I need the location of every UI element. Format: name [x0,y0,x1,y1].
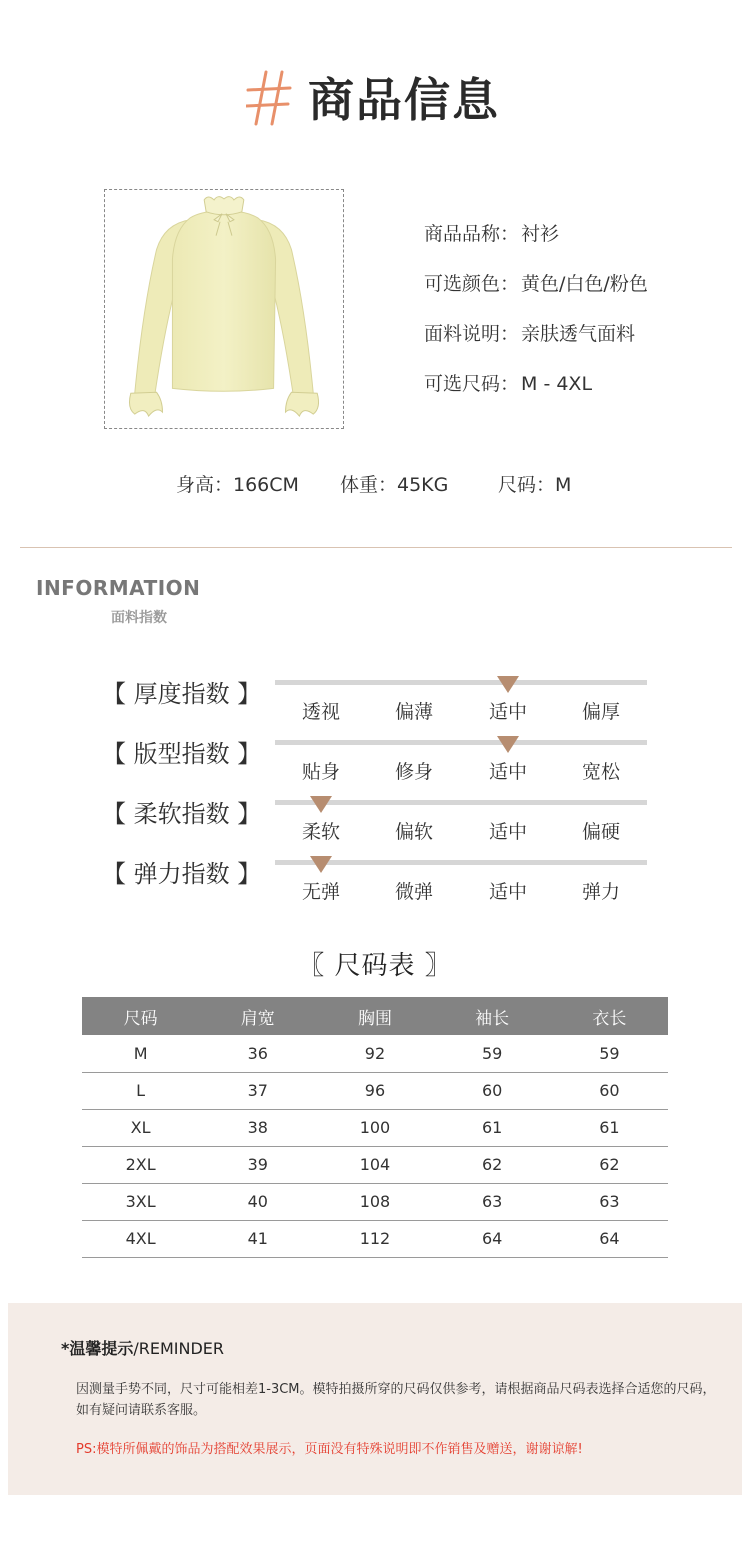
index-option: 适中 [488,881,527,903]
index-option: 修身 [394,761,433,783]
table-cell: 39 [199,1146,316,1183]
table-cell: 64 [551,1220,668,1257]
table-row [82,1220,668,1257]
page-title: 商品信息 [308,73,500,127]
table-cell: 62 [551,1146,668,1183]
index-option: 适中 [488,821,527,843]
info-key: 可选尺码： [424,373,520,395]
table-header-cell: 尺码 [82,997,199,1035]
table-cell: 61 [434,1109,551,1146]
info-color [424,270,744,320]
size-chart-title: 〖 尺码表 〗 [298,951,452,981]
table-cell: M [82,1035,199,1072]
table-cell: 92 [316,1035,433,1072]
table-cell: 60 [434,1072,551,1109]
index-option: 无弹 [301,881,340,903]
index-bar [275,680,647,685]
table-cell: 4XL [82,1220,199,1257]
table-cell: 112 [316,1220,433,1257]
table-row [82,1183,668,1220]
info-value: 衬衫 [521,223,560,245]
info-fabric [424,320,744,370]
size-chart-table [82,997,668,1258]
table-cell: 38 [199,1109,316,1146]
reminder-title [61,1336,224,1359]
info-name [424,220,744,270]
index-option: 偏薄 [394,701,433,723]
index-marker-icon [310,796,332,813]
index-label: 【 弹力指数 】 [102,860,262,888]
table-cell: 63 [434,1183,551,1220]
info-value: M - 4XL [521,373,593,395]
reminder-ps: PS:模特所佩戴的饰品为搭配效果展示，页面没有特殊说明即不作销售及赠送，谢谢谅解! [76,1442,583,1457]
table-cell: 104 [316,1146,433,1183]
index-marker-icon [497,676,519,693]
table-header-cell: 袖长 [434,997,551,1035]
hash-icon [246,68,292,128]
table-header-cell: 肩宽 [199,997,316,1035]
table-cell: 36 [199,1035,316,1072]
index-option: 柔软 [301,821,340,843]
section-divider [20,547,732,548]
table-cell: 2XL [82,1146,199,1183]
index-marker-icon [310,856,332,873]
table-cell: XL [82,1109,199,1146]
table-cell: 40 [199,1183,316,1220]
info-size [424,370,744,420]
index-bar [275,740,647,745]
table-row [82,1072,668,1109]
index-option: 偏厚 [581,701,620,723]
index-marker-icon [497,736,519,753]
index-option: 弹力 [581,881,620,903]
table-header-row [82,997,668,1035]
index-option: 适中 [488,761,527,783]
info-key: 面料说明： [424,323,520,345]
model-size: 尺码：M [498,474,572,496]
table-cell: 61 [551,1109,668,1146]
reminder-box [8,1303,742,1495]
reminder-title-en: /REMINDER [133,1339,225,1358]
index-label: 【 柔软指数 】 [102,800,262,828]
table-row [82,1109,668,1146]
table-cell: 41 [199,1220,316,1257]
index-row-fit [0,734,750,794]
product-info-list [424,220,744,420]
index-label: 【 版型指数 】 [102,740,262,768]
index-option: 偏软 [394,821,433,843]
table-cell: 100 [316,1109,433,1146]
table-row [82,1146,668,1183]
index-row-softness [0,794,750,854]
index-option: 贴身 [301,761,340,783]
table-cell: 59 [551,1035,668,1072]
info-value: 亲肤透气面料 [521,323,636,345]
blouse-illustration-icon [105,190,343,428]
table-cell: L [82,1072,199,1109]
index-option: 透视 [301,701,340,723]
info-key: 可选颜色： [424,273,520,295]
info-key: 商品品称： [424,223,520,245]
index-option: 微弹 [394,881,433,903]
table-row [82,1035,668,1072]
index-option: 适中 [488,701,527,723]
product-image [104,189,344,429]
index-option: 宽松 [581,761,620,783]
information-heading: INFORMATION [36,576,201,600]
page-header [0,60,750,130]
table-cell: 59 [434,1035,551,1072]
index-label: 【 厚度指数 】 [102,680,262,708]
table-cell: 3XL [82,1183,199,1220]
info-value: 黄色/白色/粉色 [521,273,648,295]
model-weight: 体重：45KG [340,474,449,496]
table-cell: 108 [316,1183,433,1220]
table-cell: 37 [199,1072,316,1109]
table-cell: 96 [316,1072,433,1109]
table-header-cell: 衣长 [551,997,668,1035]
table-cell: 63 [551,1183,668,1220]
index-row-thickness [0,674,750,734]
model-height: 身高：166CM [176,474,299,496]
reminder-title-bold: *温馨提示 [61,1339,134,1358]
reminder-body: 因测量手势不同，尺寸可能相差1-3CM。模特拍摄所穿的尺码仅供参考，请根据商品尺码表选择合适您的尺码，如有疑问请联系客服。 [76,1382,716,1418]
table-cell: 64 [434,1220,551,1257]
table-cell: 60 [551,1072,668,1109]
index-option: 偏硬 [581,821,620,843]
index-row-elasticity [0,854,750,914]
table-header-cell: 胸围 [316,997,433,1035]
information-subheading: 面料指数 [111,610,167,626]
table-cell: 62 [434,1146,551,1183]
